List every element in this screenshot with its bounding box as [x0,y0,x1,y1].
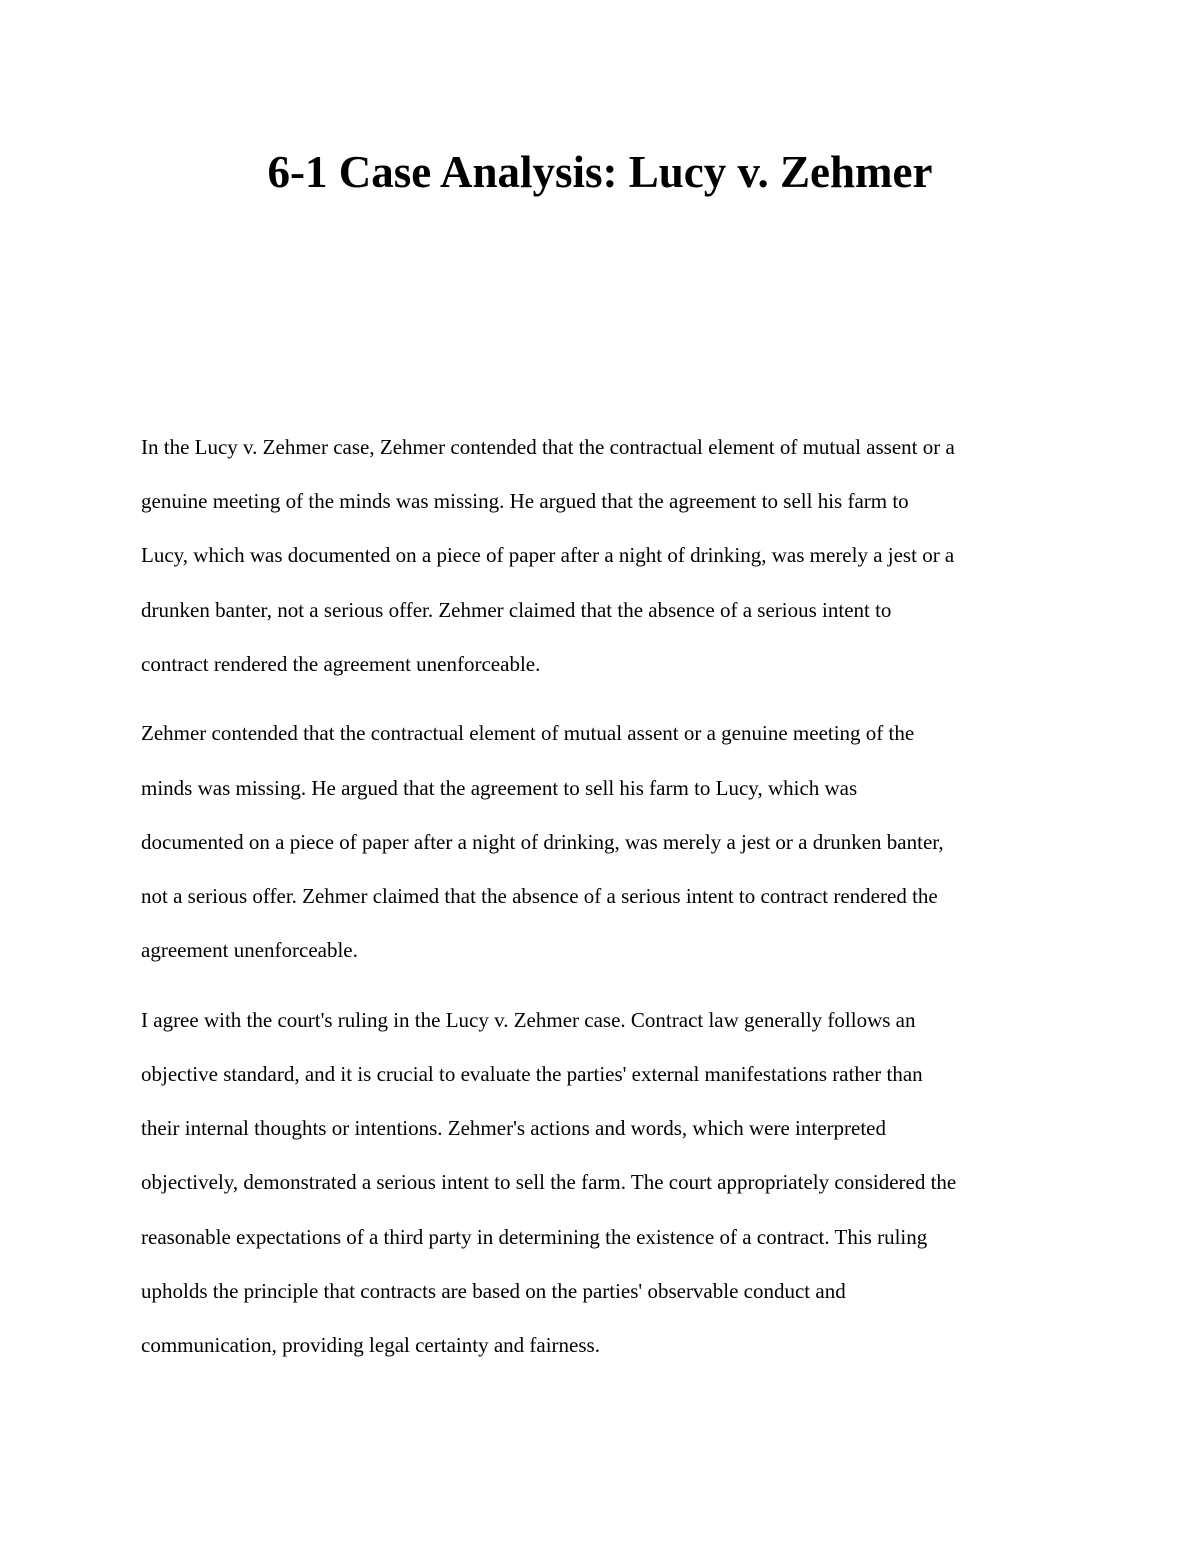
text-line: not a serious offer. Zehmer claimed that the absence of a serious intent to contract rendered the [141,884,938,908]
text-line: drunken banter, not a serious offer. Zehmer claimed that the absence of a serious intent to [141,597,892,622]
text-line: upholds the principle that contracts are based on the parties' observable conduct and [141,1278,846,1303]
text-line: agreement unenforceable. [141,938,358,963]
paragraph-1 [141,420,1061,691]
text-line: Lucy, which was documented on a piece of paper after a night of drinking, was merely a jest or a [141,543,955,568]
document-title: 6-1 Case Analysis: Lucy v. Zehmer [267,147,933,197]
text-line: genuine meeting of the minds was missing. He argued that the agreement to sell his farm to [141,489,909,514]
document-body [141,420,1061,1388]
paragraph-3 [141,993,1061,1372]
text-line: their internal thoughts or intentions. Zehmer's actions and words, which were interpreted [141,1116,886,1141]
text-line: objective standard, and it is crucial to evaluate the parties' external manifestations rather than [141,1062,923,1087]
text-line: contract rendered the agreement unenforceable. [141,651,541,676]
text-line: communication, providing legal certainty and fairness. [141,1333,600,1357]
text-line: minds was missing. He argued that the agreement to sell his farm to Lucy, which was [141,775,858,800]
text-line: objectively, demonstrated a serious intent to sell the farm. The court appropriately considered the [141,1170,957,1195]
text-line: documented on a piece of paper after a night of drinking, was merely a jest or a drunken banter, [141,829,944,854]
paragraph-2 [141,706,1061,977]
text-line: reasonable expectations of a third party in determining the existence of a contract. This ruling [141,1224,928,1249]
text-line: In the Lucy v. Zehmer case, Zehmer contended that the contractual element of mutual assent or a [141,435,955,459]
text-line: Zehmer contended that the contractual element of mutual assent or a genuine meeting of the [141,721,915,746]
text-line: I agree with the court's ruling in the Lucy v. Zehmer case. Contract law generally follows an [141,1007,916,1032]
